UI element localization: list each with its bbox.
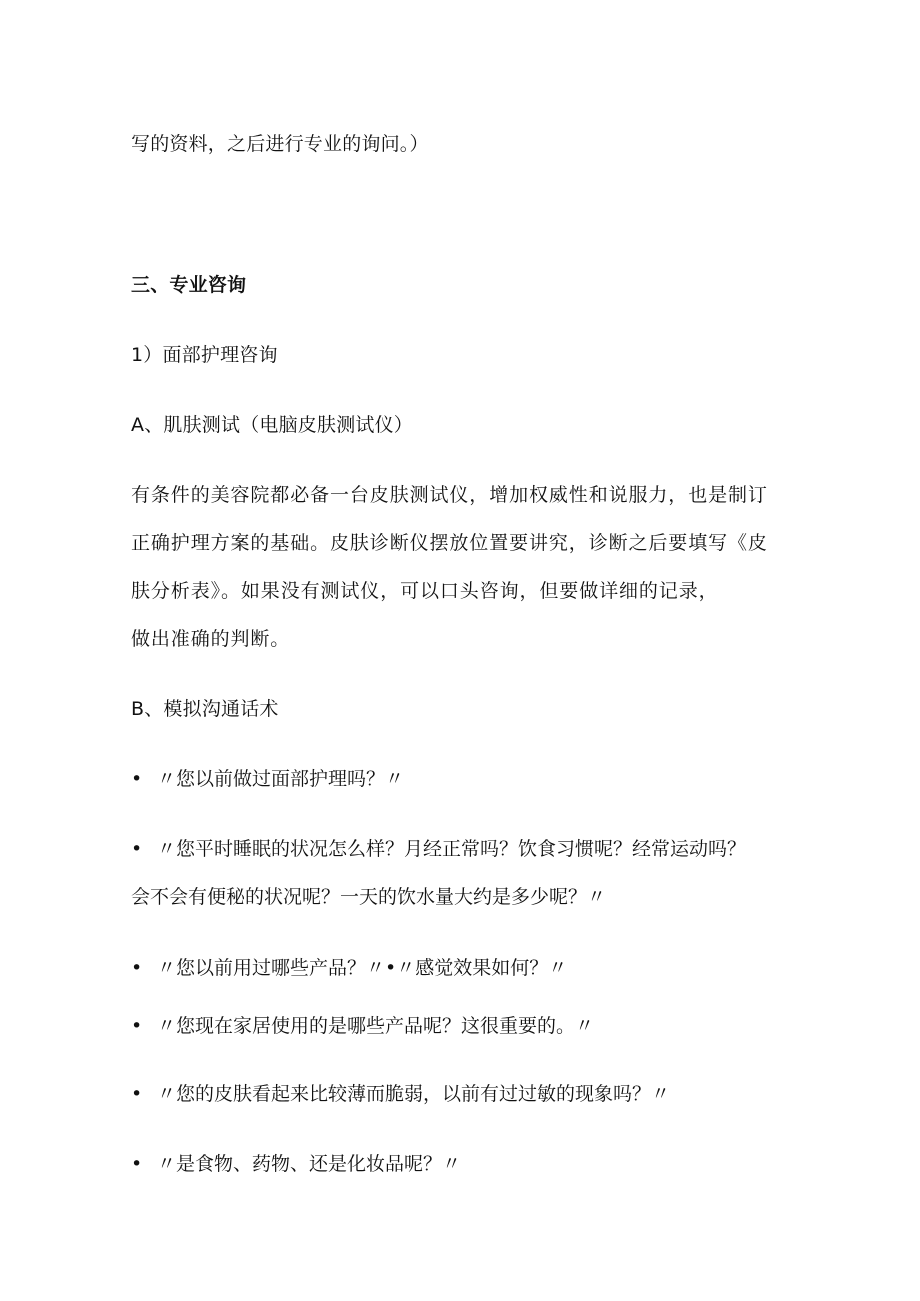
paragraph-line: 做出准确的判断。 (131, 628, 291, 650)
list-item-text: 〃您以前用过哪些产品？〃•〃感觉效果如何？〃 (157, 957, 568, 979)
item-b-heading: B、模拟沟通话术 (131, 698, 279, 720)
paragraph-line: 正确护理方案的基础。皮肤诊断仪摆放位置要讲究，诊断之后要填写《皮 (131, 532, 768, 554)
list-item-text: 〃您平时睡眠的状况怎么样？月经正常吗？饮食习惯呢？经常运动吗？ (157, 838, 747, 860)
list-item-text: 〃您的皮肤看起来比较薄而脆弱，以前有过过敏的现象吗？〃 (157, 1083, 671, 1105)
intro-tail-text: 写的资料，之后进行专业的询问。） (131, 133, 429, 155)
list-item (131, 955, 567, 981)
list-item (131, 1013, 594, 1039)
paragraph-line: 肤分析表》。如果没有测试仪，可以口头咨询，但要做详细的记录， (131, 580, 719, 602)
bullet-marker: • (131, 838, 143, 860)
list-item (131, 766, 404, 792)
subsection-heading: 1）面部护理咨询 (131, 344, 278, 366)
list-item (131, 836, 746, 862)
paragraph-line: 有条件的美容院都必备一台皮肤测试仪，增加权威性和说服力，也是制订 (131, 484, 768, 506)
list-item-text: 〃您现在家居使用的是哪些产品呢？这很重要的。〃 (157, 1015, 595, 1037)
list-item-text: 〃您以前做过面部护理吗？〃 (157, 768, 405, 790)
bullet-marker: • (131, 1083, 143, 1105)
item-a-heading: A、肌肤测试（电脑皮肤测试仪） (131, 414, 413, 436)
list-item-continuation: 会不会有便秘的状况呢？一天的饮水量大约是多少呢？〃 (131, 886, 607, 908)
list-item (131, 1151, 461, 1177)
bullet-marker: • (131, 957, 143, 979)
bullet-marker: • (131, 1153, 143, 1175)
bullet-marker: • (131, 768, 143, 790)
bullet-marker: • (131, 1015, 143, 1037)
section-heading: 三、专业咨询 (131, 274, 247, 296)
list-item (131, 1081, 670, 1107)
list-item-text: 〃是食物、药物、还是化妆品呢？〃 (157, 1153, 462, 1175)
